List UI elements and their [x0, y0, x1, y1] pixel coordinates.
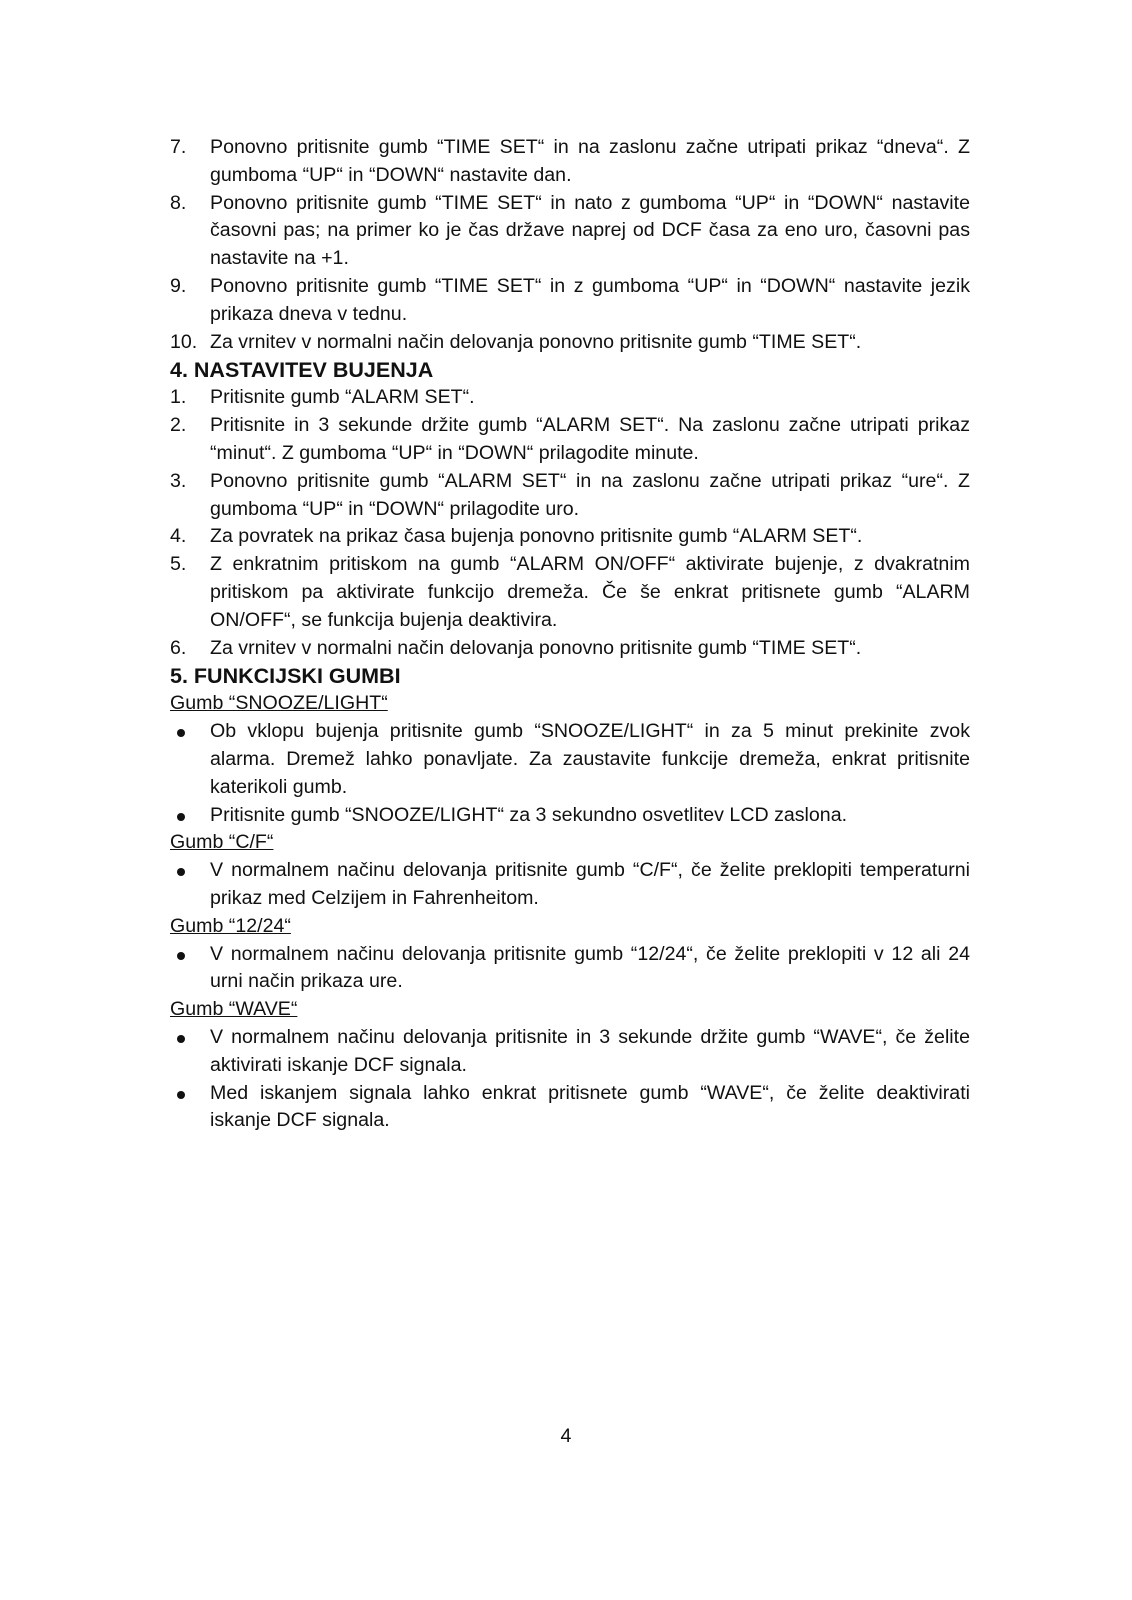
bullet-text: V normalnem načinu delovanja pritisnite gumb “12/24“, če želite preklopiti v 12 ali 24 urni način prikaza ure.	[210, 942, 970, 993]
step-text: Ponovno pritisnite gumb “TIME SET“ in nato z gumboma “UP“ in “DOWN“ nastavite časovni pas; na primer ko je čas države naprej od DCF časa za eno uro, časovni pas nastavite na +1.	[210, 191, 970, 270]
list-item	[170, 412, 970, 468]
subheading-snooze-light: Gumb “SNOOZE/LIGHT“	[170, 692, 388, 715]
list-item	[170, 134, 970, 190]
step-number: 2.	[170, 414, 187, 437]
snooze-light-bullets	[170, 718, 970, 829]
c-f-bullets	[170, 857, 970, 913]
page-number: 4	[560, 1425, 572, 1447]
list-item	[170, 468, 970, 524]
step-text: Za povratek na prikaz časa bujenja ponovno pritisnite gumb “ALARM SET“.	[210, 525, 863, 548]
step-number: 1.	[170, 386, 187, 409]
step-text: Z enkratnim pritiskom na gumb “ALARM ON/OFF“ aktivirate bujenje, z dvakratnim pritiskom pa aktivirate funkcijo dremeža. Če še enkrat pritisnete gumb “ALARM ON/OFF“, se funkcija bujenja deaktivira.	[210, 553, 970, 631]
alarm-setting-steps	[170, 384, 970, 662]
wave-bullets	[170, 1024, 970, 1135]
step-number: 10.	[170, 330, 198, 353]
bullet-icon	[177, 729, 185, 737]
bullet-text: V normalnem načinu delovanja pritisnite in 3 sekunde držite gumb “WAVE“, če želite aktivirati iskanje DCF signala.	[210, 1025, 970, 1076]
list-item	[170, 273, 970, 329]
step-number: 8.	[170, 191, 187, 214]
bullet-text: V normalnem načinu delovanja pritisnite gumb “C/F“, če želite preklopiti temperaturni prikaz med Celzijem in Fahrenheitom.	[210, 859, 970, 909]
step-text: Pritisnite in 3 sekunde držite gumb “ALARM SET“. Na zaslonu začne utripati prikaz “minut“. Z gumboma “UP“ in “DOWN“ prilagodite minute.	[210, 414, 970, 464]
list-item	[170, 857, 970, 913]
12-24-bullets	[170, 941, 970, 997]
step-number: 4.	[170, 525, 187, 548]
step-number: 5.	[170, 553, 187, 576]
list-item	[170, 523, 970, 551]
bullet-text: Ob vklopu bujenja pritisnite gumb “SNOOZE/LIGHT“ in za 5 minut prekinite zvok alarma. Dremež lahko ponavljate. Za zaustavite funkcije dremeža, enkrat pritisnite katerikoli gumb.	[210, 720, 970, 798]
subheading-wave: Gumb “WAVE“	[170, 998, 298, 1021]
step-text: Pritisnite gumb “ALARM SET“.	[210, 386, 475, 409]
list-item	[170, 941, 970, 997]
section-5-title: 5. FUNKCIJSKI GUMBI	[170, 664, 401, 689]
list-item	[170, 635, 970, 663]
bullet-icon	[177, 1091, 185, 1099]
step-text: Ponovno pritisnite gumb “ALARM SET“ in na zaslonu začne utripati prikaz “ure“. Z gumboma “UP“ in “DOWN“ prilagodite uro.	[210, 469, 970, 520]
list-item	[170, 329, 970, 357]
bullet-icon	[177, 952, 185, 960]
step-text: Ponovno pritisnite gumb “TIME SET“ in na zaslonu začne utripati prikaz “dneva“. Z gumboma “UP“ in “DOWN“ nastavite dan.	[210, 136, 970, 186]
list-item	[170, 718, 970, 801]
step-text: Za vrnitev v normalni način delovanja ponovno pritisnite gumb “TIME SET“.	[210, 636, 862, 659]
page-content	[170, 134, 970, 1135]
list-item	[170, 802, 970, 830]
subheading-c-f: Gumb “C/F“	[170, 831, 274, 854]
list-item	[170, 190, 970, 273]
list-item	[170, 384, 970, 412]
time-setting-steps	[170, 134, 970, 356]
list-item	[170, 1024, 970, 1080]
subheading-12-24: Gumb “12/24“	[170, 914, 291, 937]
step-text: Ponovno pritisnite gumb “TIME SET“ in z gumboma “UP“ in “DOWN“ nastavite jezik prikaza dneva v tednu.	[210, 274, 970, 325]
section-4-title: 4. NASTAVITEV BUJENJA	[170, 358, 434, 383]
bullet-text: Med iskanjem signala lahko enkrat pritisnete gumb “WAVE“, če želite deaktivirati iskanje DCF signala.	[210, 1081, 970, 1132]
bullet-icon	[177, 868, 185, 876]
step-number: 6.	[170, 636, 187, 659]
bullet-icon	[177, 1035, 185, 1043]
bullet-icon	[177, 813, 185, 821]
list-item	[170, 1080, 970, 1136]
step-number: 3.	[170, 469, 187, 492]
step-number: 7.	[170, 136, 187, 158]
step-text: Za vrnitev v normalni način delovanja ponovno pritisnite gumb “TIME SET“.	[210, 330, 862, 353]
step-number: 9.	[170, 274, 187, 297]
bullet-text: Pritisnite gumb “SNOOZE/LIGHT“ za 3 sekundno osvetlitev LCD zaslona.	[210, 803, 848, 826]
list-item	[170, 551, 970, 634]
